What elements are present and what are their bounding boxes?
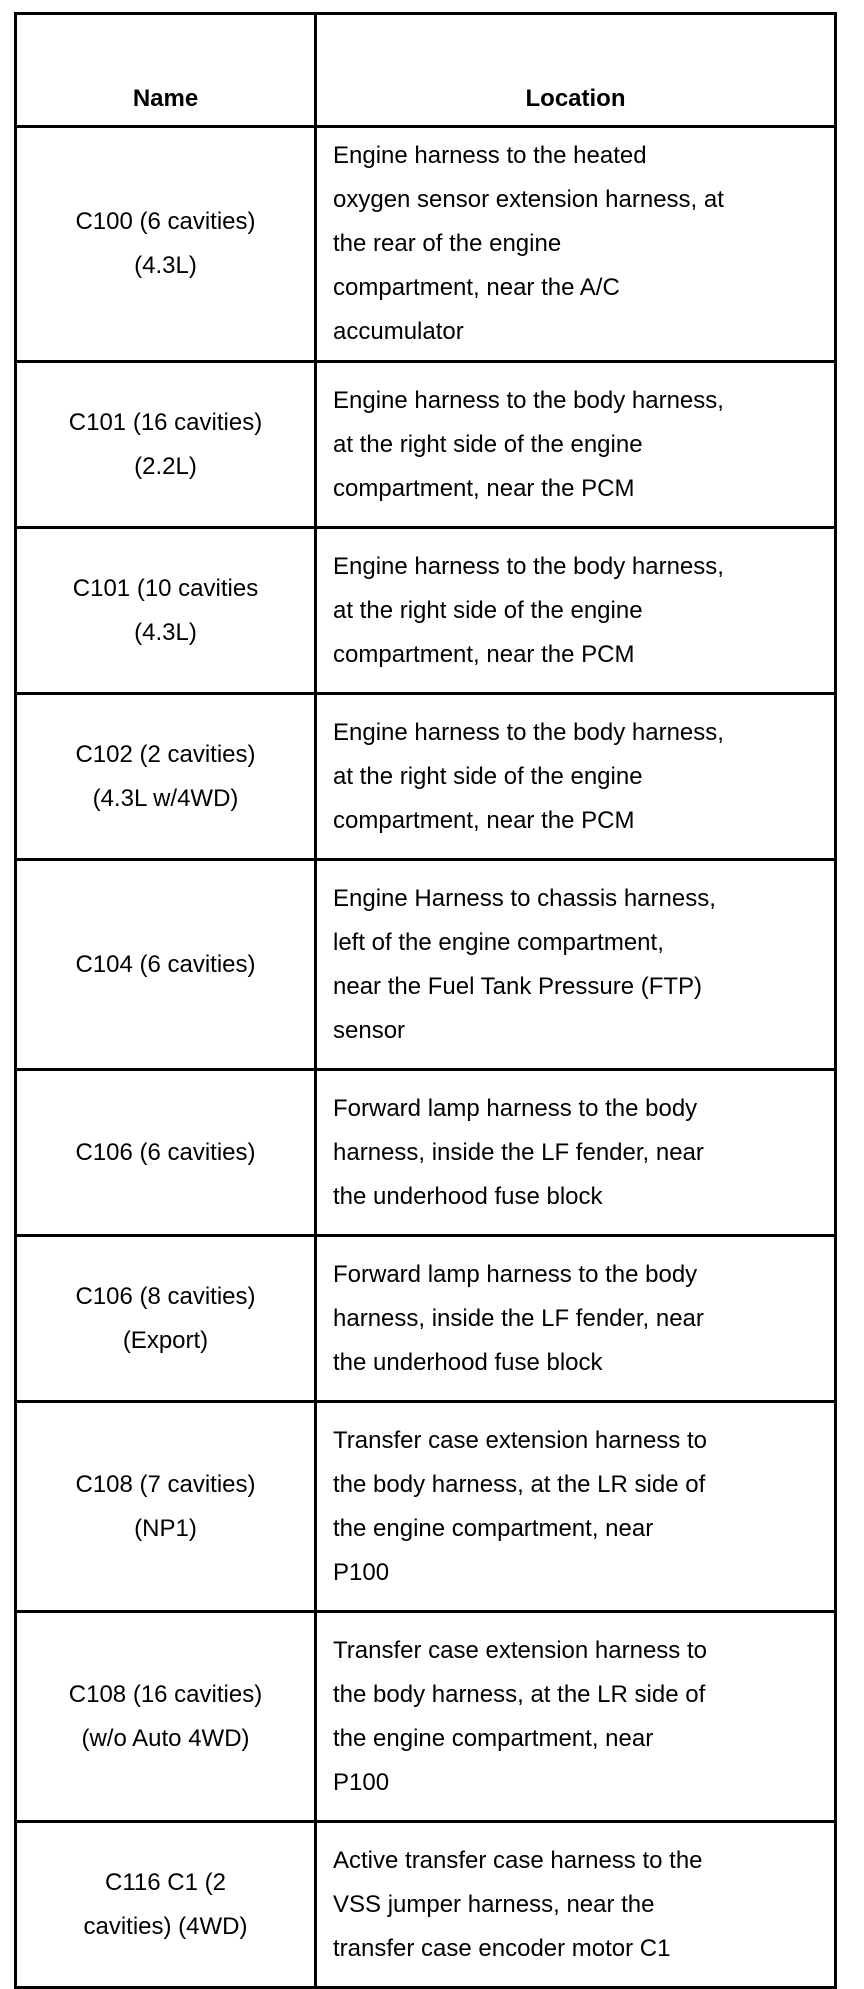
connector-name-cell [16,1612,316,1822]
table-row [16,362,836,528]
connector-location-table [14,12,837,1989]
connector-location: Engine harness to the body harness, at the right side of the engine compartment, near the PCM [333,552,724,668]
connector-location: Engine harness to the heated oxygen sensor extension harness, at the rear of the engine compartment, near the A/C accumulator [333,142,724,345]
connector-location: Transfer case extension harness to the body harness, at the LR side of the engine compartment, near P100 [333,1426,707,1586]
connector-name-cell [16,1070,316,1236]
table-row [16,860,836,1070]
table-row [16,1402,836,1612]
connector-name: C106 (6 cavities) [75,1138,256,1166]
connector-name-cell [16,694,316,860]
table-row [16,1822,836,1988]
connector-name: C100 (6 cavities) (4.3L) [75,208,256,279]
connector-location: Active transfer case harness to the VSS jumper harness, near the transfer case encoder motor C1 [333,1846,703,1962]
connector-name: C101 (16 cavities) (2.2L) [68,408,263,480]
connector-location: Engine harness to the body harness, at the right side of the engine compartment, near the PCM [333,718,724,834]
connector-name-cell [16,1822,316,1988]
connector-location-cell [316,1612,836,1822]
connector-location-cell [316,362,836,528]
connector-name: C101 (10 cavities (4.3L) [72,574,259,646]
table-row [16,694,836,860]
connector-location-cell [316,1402,836,1612]
connector-name-cell [16,1236,316,1402]
connector-name-cell [16,362,316,528]
table-row [16,1612,836,1822]
connector-location: Engine Harness to chassis harness, left of the engine compartment, near the Fuel Tank Pressure (FTP) sensor [333,884,716,1044]
header-name: Name [16,14,316,127]
header-location: Location [316,14,836,127]
connector-location: Engine harness to the body harness, at the right side of the engine compartment, near the PCM [333,386,724,502]
connector-location: Forward lamp harness to the body harness, inside the LF fender, near the underhood fuse block [333,1260,704,1376]
connector-location-cell [316,860,836,1070]
connector-location-cell [316,1822,836,1988]
connector-location-cell [316,694,836,860]
connector-location-cell [316,127,836,362]
connector-location-cell [316,528,836,694]
connector-location-cell [316,1236,836,1402]
connector-name-cell [16,528,316,694]
table-header-row [16,14,836,127]
connector-location: Forward lamp harness to the body harness, inside the LF fender, near the underhood fuse block [333,1094,704,1210]
table-row [16,528,836,694]
connector-name-cell [16,127,316,362]
connector-name: C116 C1 (2 cavities) (4WD) [83,1868,248,1940]
connector-location: Transfer case extension harness to the body harness, at the LR side of the engine compartment, near P100 [333,1636,707,1796]
connector-name: C108 (16 cavities) (w/o Auto 4WD) [68,1680,263,1752]
connector-name: C104 (6 cavities) [75,950,256,978]
connector-name-cell [16,860,316,1070]
connector-name-cell [16,1402,316,1612]
connector-name: C106 (8 cavities) (Export) [75,1282,256,1354]
connector-name: C108 (7 cavities) (NP1) [75,1470,256,1542]
table-row [16,127,836,362]
table-row [16,1070,836,1236]
connector-location-cell [316,1070,836,1236]
table-row [16,1236,836,1402]
connector-location-table-container [14,12,834,1989]
connector-name: C102 (2 cavities) (4.3L w/4WD) [75,740,256,812]
